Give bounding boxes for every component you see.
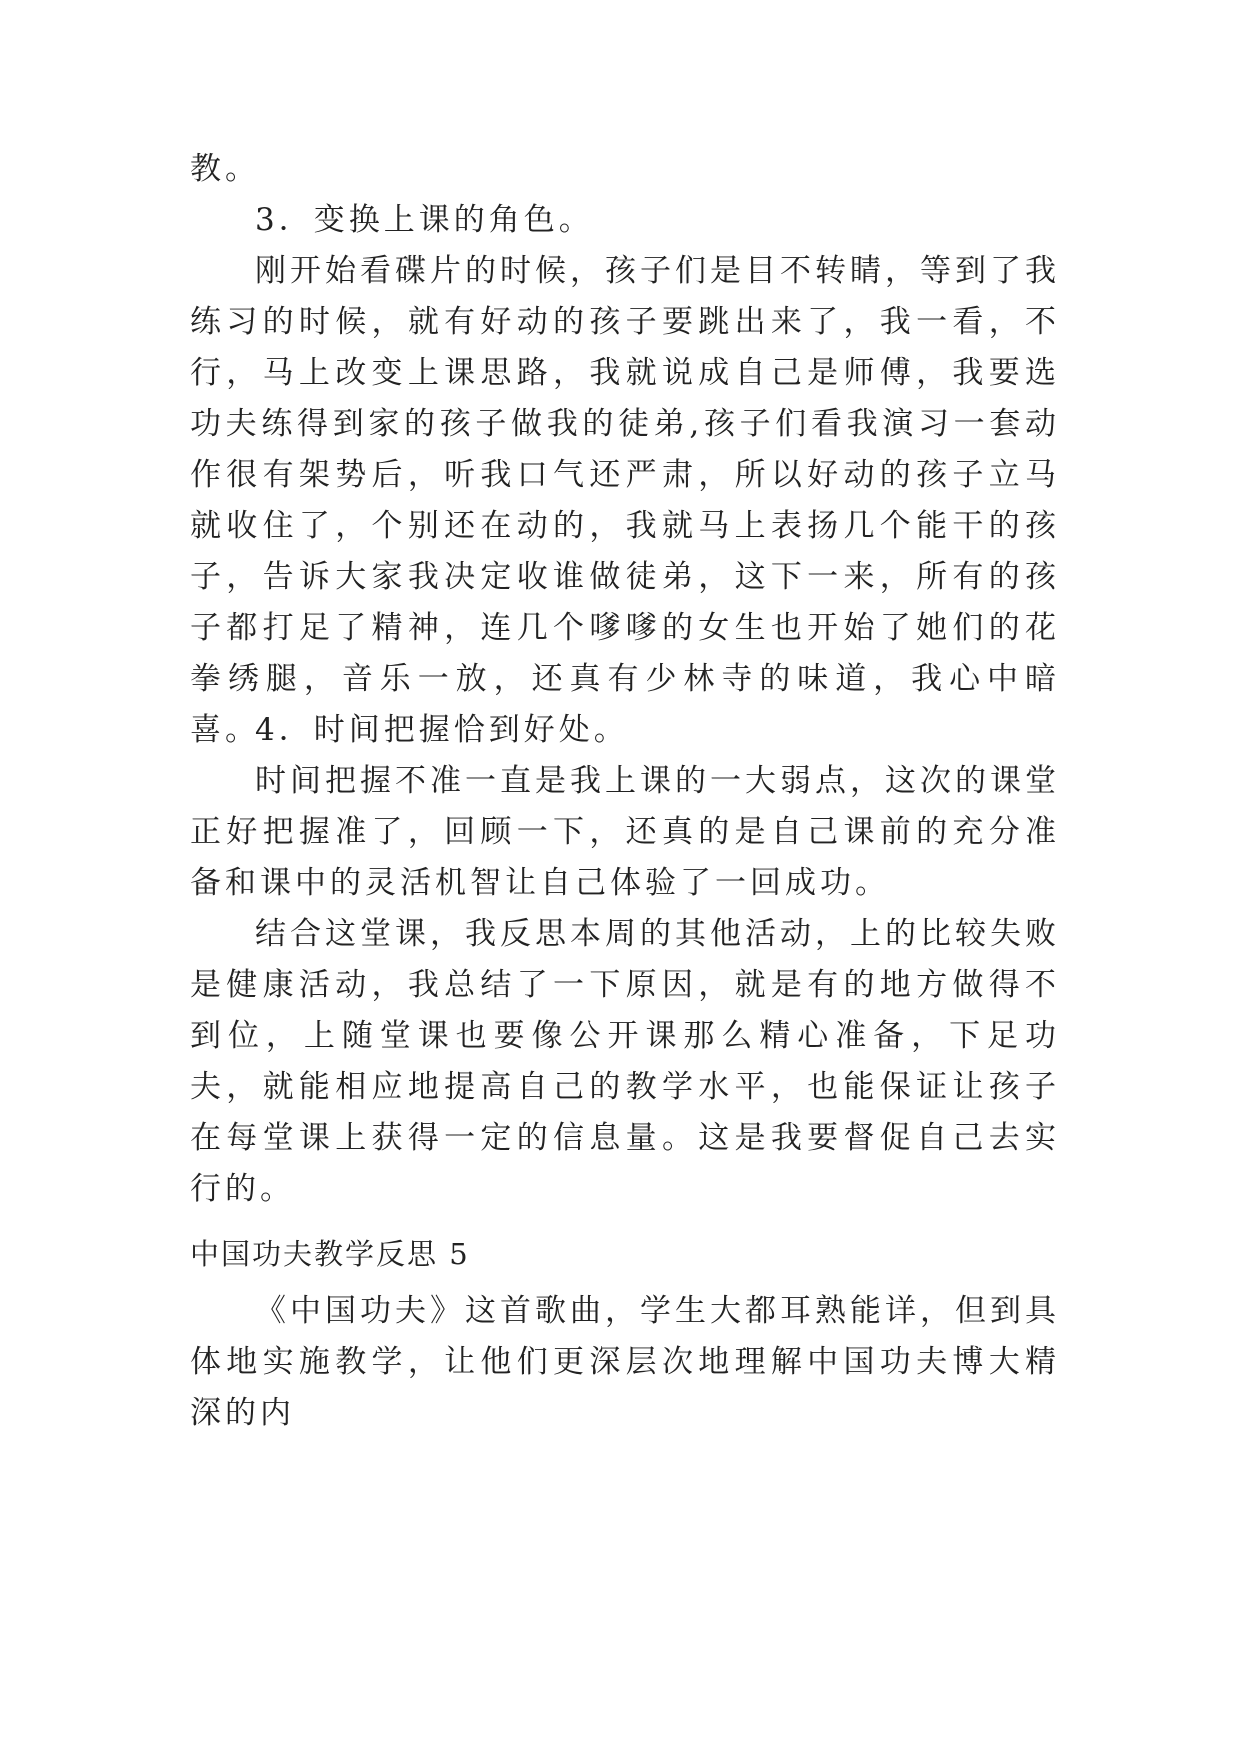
paragraph-section-5-intro: 《中国功夫》这首歌曲，学生大都耳熟能详，但到具体地实施教学，让他们更深层次地理解中国功夫博大精深的内 <box>190 1293 1060 1431</box>
paragraph-time-control: 时间把握不准一直是我上课的一大弱点，这次的课堂正好把握准了，回顾一下，还真的是自己课前的充分准备和课中的灵活机智让自己体验了一回成功。 <box>190 763 1060 901</box>
paragraph-continuation: 教。 <box>190 151 260 187</box>
numbered-heading-3: 3．变换上课的角色。 <box>255 202 594 238</box>
paragraph-role-change: 刚开始看碟片的时候，孩子们是目不转睛，等到了我练习的时候，就有好动的孩子要跳出来了，我一看，不行，马上改变上课思路，我就说成自己是师傅，我要选功夫练得到家的孩子做我的徒弟,孩子们看我演习一套动作很有架势后，听我口气还严肃，所以好动的孩子立马就收住了，个别还在动的，我就马上表扬几个能干的孩子，告诉大家我决定收谁做徒弟，这下一来，所有的孩子都打足了精神，连几个嗲嗲的女生也开始了她们的花拳绣腿，音乐一放，还真有少林寺的味道，我心中暗喜。 <box>190 253 1060 748</box>
numbered-heading-4: 4．时间把握恰到好处。 <box>255 712 629 748</box>
section-title: 中国功夫教学反思 5 <box>190 1237 470 1271</box>
paragraph-reflection: 结合这堂课，我反思本周的其他活动，上的比较失败是健康活动，我总结了一下原因，就是有的地方做得不到位，上随堂课也要像公开课那么精心准备，下足功夫，就能相应地提高自己的教学水平，也能保证让孩子在每堂课上获得一定的信息量。这是我要督促自己去实行的。 <box>190 916 1060 1207</box>
